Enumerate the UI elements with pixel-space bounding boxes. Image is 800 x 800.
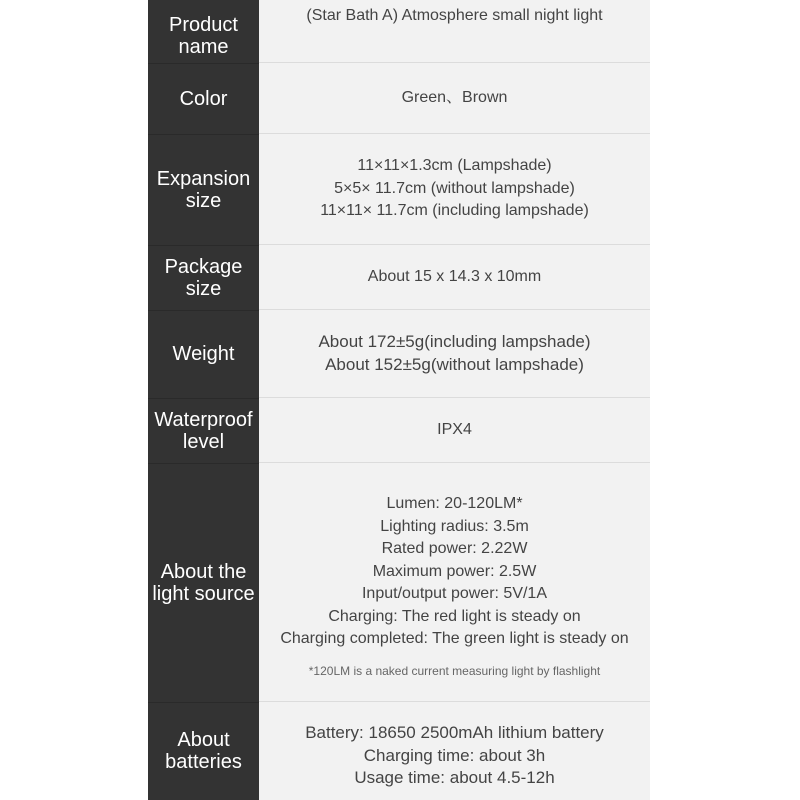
label-line: About	[177, 729, 230, 751]
label-line: Product	[169, 14, 238, 36]
label-line: Weight	[172, 343, 235, 365]
label-line: name	[178, 36, 229, 58]
row-label	[148, 134, 259, 245]
label-line: batteries	[165, 751, 242, 773]
value-line: Charging completed: The green light is steady on	[280, 630, 629, 648]
row-label	[148, 398, 259, 463]
value-line: Lumen: 20-120LM*	[386, 495, 523, 513]
value-line: Charging: The red light is steady on	[328, 607, 581, 625]
row-label	[148, 63, 259, 134]
label-line: light source	[152, 582, 255, 605]
row-value	[259, 310, 650, 398]
label-divider	[148, 463, 259, 464]
row-label	[148, 310, 259, 398]
value-line: About 172±5g(including lampshade)	[318, 332, 591, 351]
row-value	[259, 0, 650, 63]
row-label	[148, 702, 259, 800]
value-line: About 152±5g(without lampshade)	[325, 354, 584, 374]
value-line: Rated power: 2.22W	[381, 540, 528, 558]
value-line: 11×11×1.3cm (Lampshade)	[357, 157, 552, 175]
value-line: Lighting radius: 3.5m	[380, 517, 529, 535]
row-label	[148, 245, 259, 310]
label-divider	[148, 245, 259, 246]
footnote: *120LM is a naked current measuring light by flashlight	[308, 663, 601, 678]
row-value	[259, 245, 650, 310]
label-line: Waterproof	[154, 408, 253, 431]
row-batteries	[148, 702, 650, 800]
value-line: Input/output power: 5V/1A	[361, 585, 547, 603]
value-line: Maximum power: 2.5W	[372, 562, 537, 580]
label-divider	[148, 702, 259, 703]
label-line: Color	[179, 87, 228, 110]
value-line: Charging time: about 3h	[363, 745, 546, 765]
label-line: size	[185, 277, 222, 300]
value-line: (Star Bath A) Atmosphere small night light	[306, 7, 603, 24]
row-weight	[148, 310, 650, 398]
row-value	[259, 702, 650, 800]
label-divider	[148, 310, 259, 311]
value-line: Battery: 18650 2500mAh lithium battery	[305, 723, 604, 743]
value-line: 5×5× 11.7cm (without lampshade)	[334, 179, 575, 197]
label-line: level	[182, 430, 225, 453]
row-label	[148, 463, 259, 702]
row-label	[148, 0, 259, 63]
label-line: Package	[164, 255, 243, 278]
value-line: 11×11× 11.7cm (including lampshade)	[320, 202, 589, 220]
spec-table	[148, 0, 650, 800]
label-line: size	[185, 189, 222, 212]
row-color	[148, 63, 650, 134]
label-line: Expansion	[156, 167, 251, 190]
value-line: Green、Brown	[401, 88, 508, 106]
label-line: About the	[160, 560, 247, 583]
row-value	[259, 63, 650, 134]
label-divider	[148, 398, 259, 399]
value-line: IPX4	[437, 420, 472, 438]
value-line: Usage time: about 4.5-12h	[354, 768, 555, 788]
label-divider	[148, 134, 259, 135]
row-value	[259, 134, 650, 245]
row-package-size	[148, 245, 650, 310]
row-value	[259, 398, 650, 463]
row-light-source	[148, 463, 650, 702]
row-expansion-size	[148, 134, 650, 245]
row-value	[259, 463, 650, 702]
value-line: About 15 x 14.3 x 10mm	[367, 267, 542, 285]
row-waterproof-level	[148, 398, 650, 463]
row-product-name	[148, 0, 650, 63]
label-divider	[148, 63, 259, 64]
